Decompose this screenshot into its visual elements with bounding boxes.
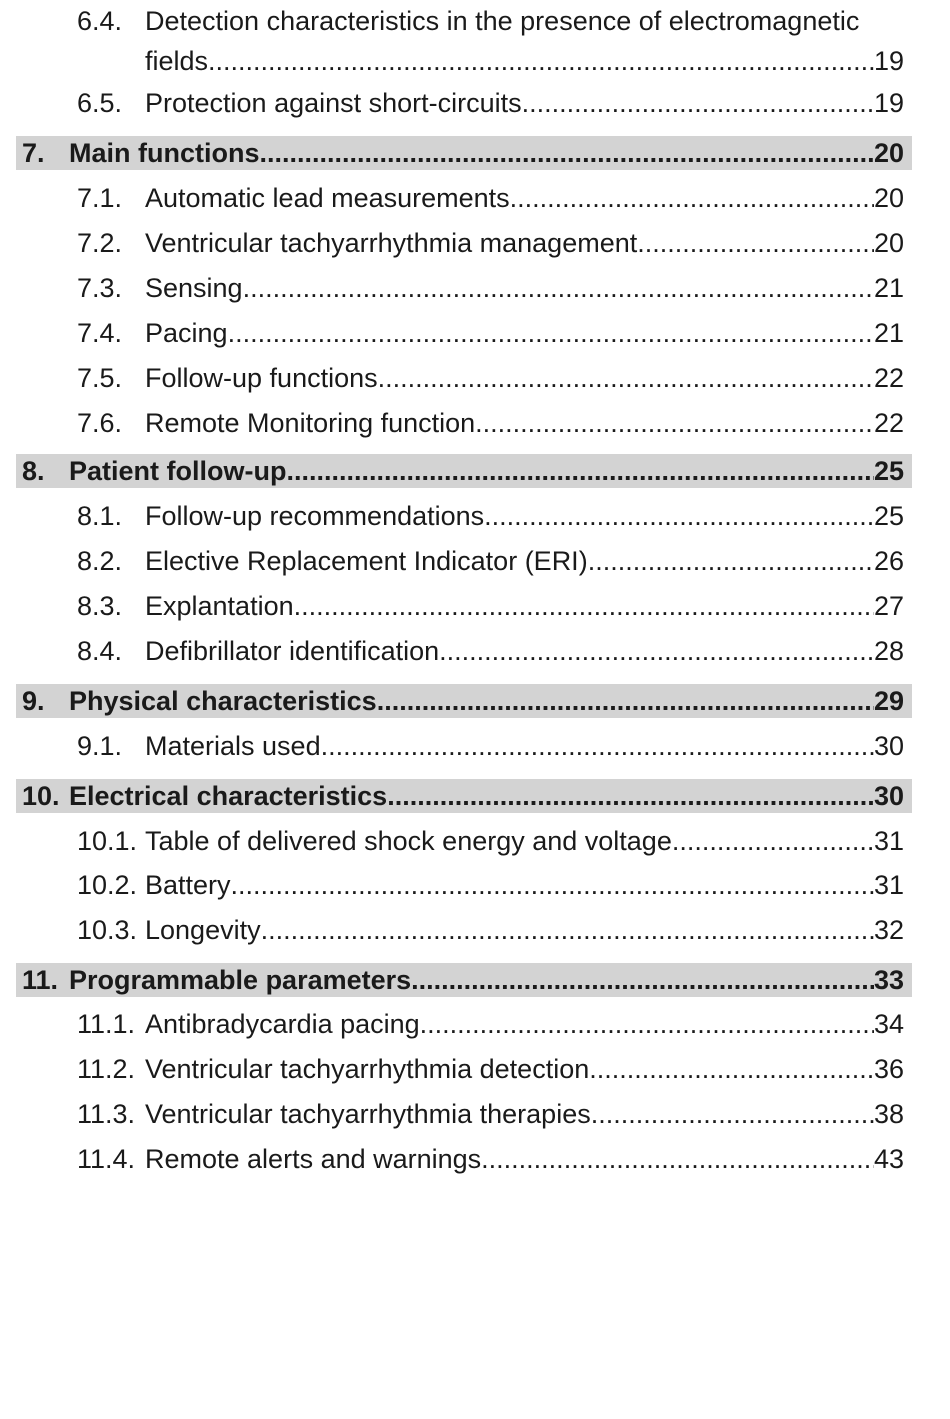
dot-leader bbox=[321, 729, 874, 763]
chapter-number: 7. bbox=[22, 138, 45, 168]
entry-title: Ventricular tachyarrhythmia detection bbox=[145, 1054, 590, 1084]
dot-leader bbox=[411, 963, 874, 997]
dot-leader bbox=[637, 226, 874, 260]
entry-page: 31 bbox=[873, 870, 904, 900]
toc-entry[interactable] bbox=[16, 181, 912, 215]
chapter-page: 25 bbox=[873, 456, 904, 486]
toc-entry[interactable] bbox=[16, 824, 912, 858]
dot-leader bbox=[231, 868, 874, 902]
entry-page: 19 bbox=[873, 46, 904, 76]
entry-title: Ventricular tachyarrhythmia management bbox=[145, 228, 638, 258]
entry-title: Defibrillator identification bbox=[145, 636, 440, 666]
chapter-title: Electrical characteristics bbox=[69, 781, 388, 811]
entry-page: 26 bbox=[873, 546, 904, 576]
dot-leader bbox=[261, 913, 874, 947]
chapter-number: 10. bbox=[22, 781, 60, 811]
toc-chapter[interactable] bbox=[16, 779, 912, 813]
entry-page: 21 bbox=[873, 273, 904, 303]
entry-number: 10.3. bbox=[77, 915, 138, 945]
entry-number: 7.1. bbox=[77, 183, 123, 213]
entry-page: 28 bbox=[873, 636, 904, 666]
dot-leader bbox=[484, 499, 874, 533]
dot-leader bbox=[481, 1142, 874, 1176]
entry-title: Antibradycardia pacing bbox=[145, 1009, 420, 1039]
toc-entry[interactable] bbox=[16, 1, 912, 81]
chapter-title: Programmable parameters bbox=[69, 965, 412, 995]
chapter-title: Patient follow-up bbox=[69, 456, 287, 486]
entry-number: 7.6. bbox=[77, 408, 123, 438]
dot-leader bbox=[588, 544, 874, 578]
toc-entry[interactable] bbox=[16, 316, 912, 350]
dot-leader bbox=[377, 684, 874, 718]
chapter-number: 8. bbox=[22, 456, 45, 486]
toc-entry[interactable] bbox=[16, 544, 912, 578]
chapter-page: 20 bbox=[873, 138, 904, 168]
dot-leader bbox=[589, 1052, 874, 1086]
entry-title: Follow-up recommendations bbox=[145, 501, 485, 531]
entry-page: 36 bbox=[873, 1054, 904, 1084]
entry-number: 6.5. bbox=[77, 88, 123, 118]
entry-title: Automatic lead measurements bbox=[145, 183, 510, 213]
dot-leader bbox=[243, 271, 874, 305]
toc-entry[interactable] bbox=[16, 226, 912, 260]
toc-entry[interactable] bbox=[16, 499, 912, 533]
entry-title-line: Detection characteristics in the presence of electromagnetic bbox=[145, 6, 860, 36]
entry-title: Table of delivered shock energy and voltage bbox=[145, 826, 672, 856]
toc-entry[interactable] bbox=[16, 1052, 912, 1086]
entry-number: 6.4. bbox=[77, 6, 123, 36]
chapter-title: Main functions bbox=[69, 138, 260, 168]
entry-number: 7.5. bbox=[77, 363, 123, 393]
dot-leader bbox=[294, 589, 874, 623]
toc-entry[interactable] bbox=[16, 1007, 912, 1041]
entry-title: Materials used bbox=[145, 731, 321, 761]
entry-page: 22 bbox=[873, 363, 904, 393]
toc-entry[interactable] bbox=[16, 271, 912, 305]
entry-title: Sensing bbox=[145, 273, 243, 303]
entry-page: 32 bbox=[873, 915, 904, 945]
toc-entry[interactable] bbox=[16, 634, 912, 668]
toc-entry[interactable] bbox=[16, 361, 912, 395]
entry-title: Protection against short-circuits bbox=[145, 88, 522, 118]
entry-title: Longevity bbox=[145, 915, 261, 945]
chapter-number: 9. bbox=[22, 686, 45, 716]
toc-entry[interactable] bbox=[16, 1097, 912, 1131]
dot-leader bbox=[475, 406, 874, 440]
dot-leader bbox=[439, 634, 874, 668]
toc-entry[interactable] bbox=[16, 913, 912, 947]
entry-page: 27 bbox=[873, 591, 904, 621]
entry-number: 11.3. bbox=[77, 1099, 136, 1129]
toc-entry[interactable] bbox=[16, 868, 912, 902]
entry-page: 38 bbox=[873, 1099, 904, 1129]
toc-chapter[interactable] bbox=[16, 684, 912, 718]
entry-title: Remote Monitoring function bbox=[145, 408, 476, 438]
entry-page: 20 bbox=[873, 228, 904, 258]
dot-leader bbox=[672, 824, 874, 858]
entry-title: Battery bbox=[145, 870, 231, 900]
dot-leader bbox=[260, 136, 874, 170]
dot-leader bbox=[286, 454, 873, 488]
entry-title: Elective Replacement Indicator (ERI) bbox=[145, 546, 588, 576]
entry-title: Pacing bbox=[145, 318, 228, 348]
entry-number: 11.1. bbox=[77, 1009, 136, 1039]
entry-number: 9.1. bbox=[77, 731, 123, 761]
entry-title: Follow-up functions bbox=[145, 363, 378, 393]
entry-number: 8.3. bbox=[77, 591, 123, 621]
dot-leader bbox=[387, 779, 874, 813]
entry-title: Remote alerts and warnings bbox=[145, 1144, 482, 1174]
entry-number: 7.3. bbox=[77, 273, 123, 303]
entry-number: 10.2. bbox=[77, 870, 138, 900]
entry-page: 31 bbox=[873, 826, 904, 856]
dot-leader bbox=[208, 41, 874, 81]
toc-entry[interactable] bbox=[16, 1142, 912, 1176]
chapter-page: 30 bbox=[873, 781, 904, 811]
entry-page: 30 bbox=[873, 731, 904, 761]
toc-entry[interactable] bbox=[16, 86, 912, 120]
entry-number: 11.2. bbox=[77, 1054, 136, 1084]
entry-number: 11.4. bbox=[77, 1144, 136, 1174]
dot-leader bbox=[591, 1097, 874, 1131]
entry-number: 7.2. bbox=[77, 228, 123, 258]
chapter-page: 29 bbox=[873, 686, 904, 716]
toc-chapter[interactable] bbox=[16, 136, 912, 170]
entry-title: Explantation bbox=[145, 591, 294, 621]
entry-number: 7.4. bbox=[77, 318, 123, 348]
entry-page: 20 bbox=[873, 183, 904, 213]
entry-page: 25 bbox=[873, 501, 904, 531]
entry-number: 8.1. bbox=[77, 501, 123, 531]
entry-page: 19 bbox=[873, 88, 904, 118]
chapter-title: Physical characteristics bbox=[69, 686, 377, 716]
toc-chapter[interactable] bbox=[16, 454, 912, 488]
entry-page: 21 bbox=[873, 318, 904, 348]
toc-chapter[interactable] bbox=[16, 963, 912, 997]
entry-page: 43 bbox=[873, 1144, 904, 1174]
dot-leader bbox=[378, 361, 874, 395]
entry-number: 10.1. bbox=[77, 826, 138, 856]
toc-entry[interactable] bbox=[16, 589, 912, 623]
dot-leader bbox=[228, 316, 874, 350]
entry-title: Ventricular tachyarrhythmia therapies bbox=[145, 1099, 591, 1129]
entry-number: 8.4. bbox=[77, 636, 123, 666]
dot-leader bbox=[522, 86, 874, 120]
entry-number: 8.2. bbox=[77, 546, 123, 576]
dot-leader bbox=[510, 181, 874, 215]
chapter-page: 33 bbox=[873, 965, 904, 995]
chapter-number: 11. bbox=[22, 965, 59, 995]
entry-title: fields bbox=[145, 46, 209, 76]
toc-entry[interactable] bbox=[16, 406, 912, 440]
entry-page: 34 bbox=[873, 1009, 904, 1039]
entry-page: 22 bbox=[873, 408, 904, 438]
dot-leader bbox=[420, 1007, 874, 1041]
toc-entry[interactable] bbox=[16, 729, 912, 763]
